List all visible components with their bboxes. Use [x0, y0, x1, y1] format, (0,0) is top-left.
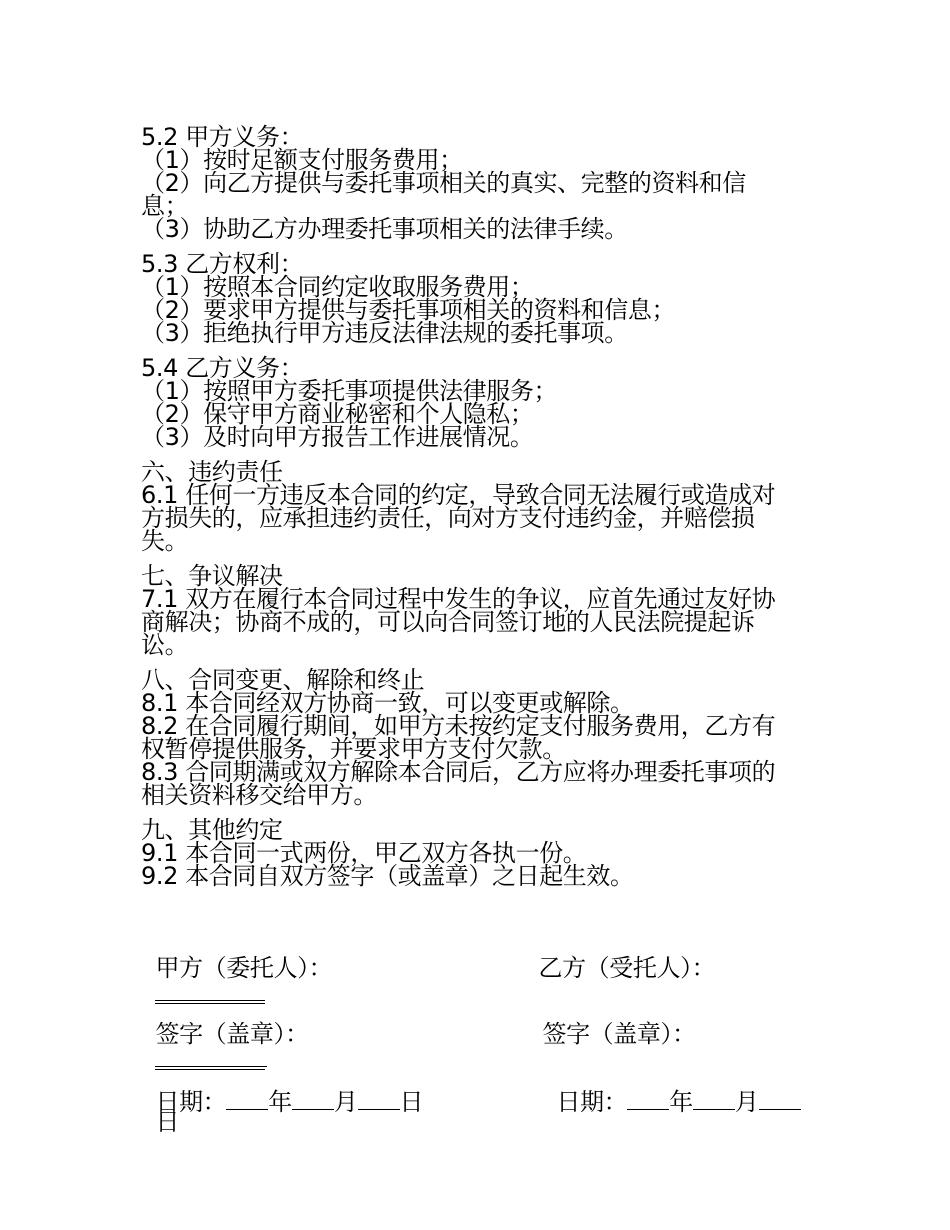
party-b-label: 乙方（受托人）：: [538, 954, 716, 982]
clause-line: 7.1 双方在履行本合同过程中发生的争议，应首先通过友好协: [141, 585, 776, 613]
sign-a-label: 签字（盖章）：: [155, 1020, 309, 1048]
sign-b-label: 签字（盖章）：: [542, 1020, 696, 1048]
heading: 5.3 乙方权利：: [141, 250, 304, 278]
date-a-day-blank[interactable]: [358, 1089, 400, 1110]
date-b-label: 日期：: [556, 1088, 628, 1116]
date-a-row: [141, 1066, 423, 1114]
heading: 六、违约责任: [141, 458, 283, 486]
section-5-2: [141, 123, 811, 243]
date-a-month: 月: [333, 1088, 358, 1116]
heading: 5.4 乙方义务：: [141, 354, 304, 382]
date-a-day: 日: [399, 1088, 424, 1116]
heading: 九、其他约定: [141, 816, 283, 844]
section-5-3: [141, 250, 811, 347]
heading: 5.2 甲方义务：: [141, 123, 304, 151]
date-a-year: 年: [268, 1088, 292, 1116]
clause-line: 失。: [141, 527, 189, 555]
clause-line: 权暂停提供服务，并要求甲方支付欠款。: [141, 735, 566, 763]
heading: 八、合同变更、解除和终止: [141, 666, 425, 694]
date-a-year-blank[interactable]: [226, 1089, 268, 1110]
sign-b-row: [528, 1000, 696, 1046]
clause-line: （2）保守甲方商业秘密和个人隐私；: [141, 400, 534, 428]
clause-line: （2）要求甲方提供与委托事项相关的资料和信息；: [141, 296, 676, 324]
date-b-day-row: [141, 1088, 179, 1134]
date-a-month-blank[interactable]: [292, 1089, 334, 1110]
date-b-row: [542, 1066, 801, 1114]
section-dispute: [141, 562, 811, 659]
clause-line: 商解决；协商不成的，可以向合同签订地的人民法院提起诉: [141, 608, 755, 636]
clause-line: 相关资料移交给甲方。: [141, 781, 377, 809]
clause-line: （1）按照甲方委托事项提供法律服务；: [141, 377, 558, 405]
clause-line: （2）向乙方提供与委托事项相关的真实、完整的资料和信: [141, 169, 746, 197]
clause-line: 息；: [141, 192, 189, 220]
section-liability: [141, 458, 811, 555]
date-b-month-blank[interactable]: [693, 1089, 735, 1110]
clause-line: 9.1 本合同一式两份，甲乙双方各执一份。: [141, 839, 587, 867]
party-b-row: [524, 934, 715, 980]
clause-line: （1）按时足额支付服务费用；: [141, 146, 463, 174]
date-b-month: 月: [734, 1088, 759, 1116]
clause-line: 8.2 在合同履行期间，如甲方未按约定支付服务费用，乙方有: [141, 712, 776, 740]
clause-line: 6.1 任何一方违反本合同的约定，导致合同无法履行或造成对: [141, 481, 776, 509]
section-other: [141, 816, 811, 890]
section-5-4: [141, 354, 811, 451]
contract-body: [141, 123, 811, 900]
clause-line: 方损失的，应承担违约责任，向对方支付违约金，并赔偿损: [141, 504, 755, 532]
date-b-year-blank[interactable]: [627, 1089, 669, 1110]
clause-line: （3）及时向甲方报告工作进展情况。: [141, 423, 534, 451]
clause-line: （3）拒绝执行甲方违反法律法规的委托事项。: [141, 319, 628, 347]
date-b-day-blank[interactable]: [759, 1089, 801, 1110]
heading: 七、争议解决: [141, 562, 283, 590]
clause-line: 9.2 本合同自双方签字（或盖章）之日起生效。: [141, 862, 634, 890]
section-modification: [141, 666, 811, 809]
clause-line: （1）按照本合同约定收取服务费用；: [141, 273, 534, 301]
clause-line: 讼。: [141, 631, 189, 659]
clause-line: 8.1 本合同经双方协商一致，可以变更或解除。: [141, 689, 634, 717]
party-a-label: 甲方（委托人）：: [155, 954, 333, 982]
clause-line: 8.3 合同期满或双方解除本合同后，乙方应将办理委托事项的: [141, 758, 776, 786]
date-b-year: 年: [669, 1088, 693, 1116]
date-a-label: 日期：: [155, 1088, 227, 1116]
date-b-day: 日: [155, 1108, 180, 1136]
clause-line: （3）协助乙方办理委托事项相关的法律手续。: [141, 215, 628, 243]
